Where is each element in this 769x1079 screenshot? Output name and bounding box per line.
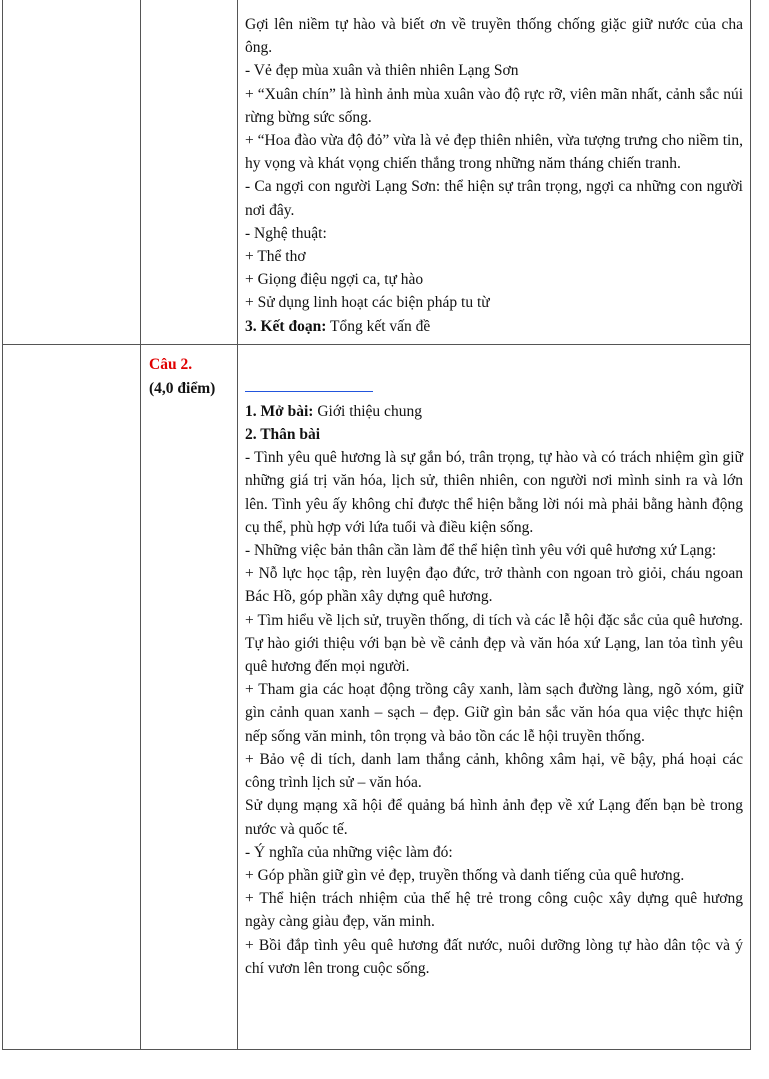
cell-question — [141, 0, 238, 344]
mo-bai: 1. Mở bài: Giới thiệu chung — [245, 402, 422, 420]
cell-answer — [238, 0, 751, 344]
answer-line: - Những việc bản thân cần làm để thể hiện tình yêu với quê hương xứ Lạng: — [245, 542, 717, 560]
than-bai-heading: 2. Thân bài — [245, 426, 321, 444]
ket-doan: 3. Kết đoạn: Tổng kết vấn đề — [245, 317, 431, 335]
answer-line: + Tham gia các hoạt động trồng cây xanh, làm sạch đường làng, ngõ xóm, giữ gìn cảnh quan xanh – sạch – đẹp. Giữ gìn bản sắc văn hóa qua việc thực hiện nếp sống văn minh, tôn trọng và bảo tồn các lễ hội truyền thống. — [245, 681, 743, 745]
answer-line: - Vẻ đẹp mùa xuân và thiên nhiên Lạng Sơn — [245, 62, 519, 80]
answer-line: - Ý nghĩa của những việc làm đó: — [245, 843, 453, 861]
answer-line: + Bồi đắp tình yêu quê hương đất nước, nuôi dưỡng lòng tự hào dân tộc và ý chí vươn lên trong cuộc sống. — [245, 936, 743, 977]
answer-line: Gợi lên niềm tự hào và biết ơn về truyền thống chống giặc giữ nước của cha ông. — [245, 16, 743, 57]
question-number: Câu 2. — [149, 355, 193, 373]
answer-line: + Nỗ lực học tập, rèn luyện đạo đức, trở thành con ngoan trò giỏi, cháu ngoan Bác Hồ, góp phần xây dựng quê hương. — [245, 565, 743, 606]
answer-line: + Góp phần giữ gìn vẻ đẹp, truyền thống và danh tiếng của quê hương. — [245, 866, 685, 884]
answer-line: + “Hoa đào vừa độ đỏ” vừa là vẻ đẹp thiên nhiên, vừa tượng trưng cho niềm tin, hy vọng và khát vọng chiến thắng trong những năm tháng chiến tranh. — [245, 132, 743, 173]
answer-line: - Nghệ thuật: — [245, 224, 327, 242]
table-row — [3, 344, 751, 1049]
answer-line: + Thể thơ — [245, 248, 306, 266]
cell-part — [3, 0, 141, 344]
link-underline — [245, 369, 373, 392]
cell-answer — [238, 344, 751, 1049]
cell-part — [3, 344, 141, 1049]
answer-table — [2, 0, 751, 1050]
answer-line: + “Xuân chín” là hình ảnh mùa xuân vào độ rực rỡ, viên mãn nhất, cảnh sắc núi rừng bừng sức sống. — [245, 85, 743, 126]
answer-line: + Thể hiện trách nhiệm của thế hệ trẻ trong công cuộc xây dựng quê hương ngày càng giàu đẹp, văn minh. — [245, 890, 743, 931]
cell-question — [141, 344, 238, 1049]
answer-line: + Giọng điệu ngợi ca, tự hào — [245, 271, 424, 289]
answer-line: - Ca ngợi con người Lạng Sơn: thể hiện sự trân trọng, ngợi ca những con người nơi đây. — [245, 178, 743, 219]
answer-line: Sử dụng mạng xã hội để quảng bá hình ảnh đẹp về xứ Lạng đến bạn bè trong nước và quốc tế. — [245, 797, 743, 838]
question-points: (4,0 điểm) — [149, 379, 216, 397]
answer-line: + Bảo vệ di tích, danh lam thắng cảnh, không xâm hại, vẽ bậy, phá hoại các công trình lịch sử – văn hóa. — [245, 750, 743, 792]
answer-line: + Sử dụng linh hoạt các biện pháp tu từ — [245, 294, 490, 312]
table-row — [3, 0, 751, 344]
answer-line: - Tình yêu quê hương là sự gắn bó, trân trọng, tự hào và có trách nhiệm gìn giữ những giá trị văn hóa, lịch sử, thiên nhiên, con người nơi mình sinh ra và lớn lên. Tình yêu ấy không chỉ được thể hiện bằng lời nói mà phải bằng hành động cụ thể, phù hợp với lứa tuổi và điều kiện sống. — [245, 449, 743, 536]
answer-line: + Tìm hiểu về lịch sử, truyền thống, di tích và các lễ hội đặc sắc của quê hương. Tự hào giới thiệu với bạn bè về cảnh đẹp và văn hóa xứ Lạng, lan tỏa tình yêu quê hương đến mọi người. — [245, 611, 743, 676]
